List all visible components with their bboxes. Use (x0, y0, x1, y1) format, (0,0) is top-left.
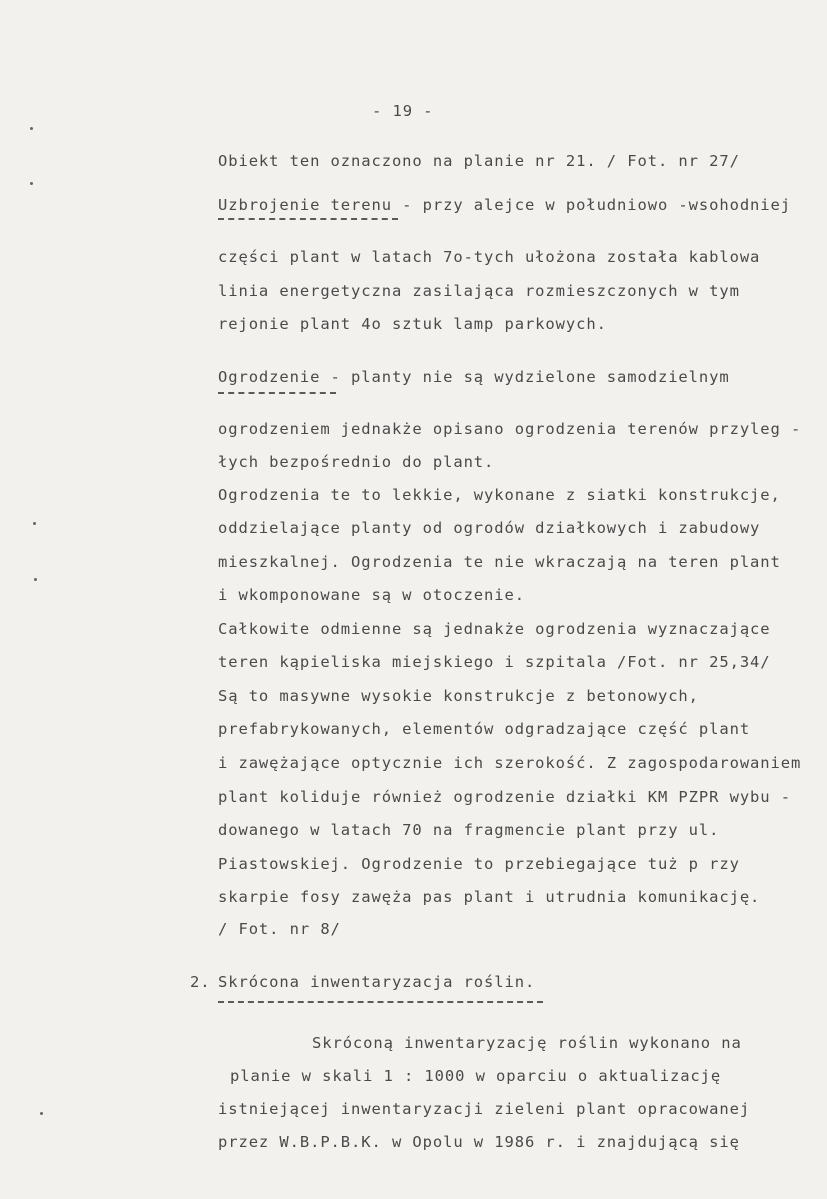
text-line: / Fot. nr 8/ (218, 920, 341, 938)
text-line: części plant w latach 7o-tych ułożona została kablowa (218, 248, 761, 266)
text-line: oddzielające planty od ogrodów działkowych i zabudowy (218, 519, 761, 537)
underline-uzbrojenie (218, 218, 398, 220)
text-line: linia energetyczna zasilająca rozmieszczonych w tym (218, 282, 740, 300)
text-line: mieszkalnej. Ogrodzenia te nie wkraczają na teren plant (218, 553, 781, 571)
text-line: Ogrodzenia te to lekkie, wykonane z siatki konstrukcje, (218, 486, 781, 504)
margin-dot (34, 578, 37, 581)
text-line: dowanego w latach 70 na fragmencie plant przy ul. (218, 821, 720, 839)
text-line: Są to masywne wysokie konstrukcje z betonowych, (218, 687, 699, 705)
text-line: Ogrodzenie - planty nie są wydzielone samodzielnym (218, 368, 730, 386)
text-line: ogrodzeniem jednakże opisano ogrodzenia terenów przyleg - (218, 420, 802, 438)
text-line: prefabrykowanych, elementów odgradzające część plant (218, 720, 751, 738)
margin-dot (30, 127, 33, 130)
text-line: i zawężające optycznie ich szerokość. Z zagospodarowaniem (218, 754, 802, 772)
margin-dot (33, 522, 36, 525)
text-line: Obiekt ten oznaczono na planie nr 21. / Fot. nr 27/ (218, 152, 740, 170)
text-line: istniejącej inwentaryzacji zieleni plant opracowanej (218, 1100, 751, 1118)
section-title: Skrócona inwentaryzacja roślin. (218, 973, 536, 991)
margin-dot (30, 182, 33, 185)
text-line: Uzbrojenie terenu - przy alejce w południowo -wsohodniej (218, 196, 791, 214)
underline-ogrodzenie (218, 392, 336, 394)
text-line: teren kąpieliska miejskiego i szpitala /Fot. nr 25,34/ (218, 653, 771, 671)
text-line: plant koliduje również ogrodzenie działki KM PZPR wybu - (218, 788, 791, 806)
text-line: skarpie fosy zawęża pas plant i utrudnia komunikację. (218, 888, 761, 906)
text-line: Całkowite odmienne są jednakże ogrodzenia wyznaczające (218, 620, 771, 638)
text-line: Skróconą inwentaryzację roślin wykonano na (312, 1034, 742, 1052)
text-line: rejonie plant 4o sztuk lamp parkowych. (218, 315, 607, 333)
page-number: - 19 - (372, 102, 434, 120)
text-line: przez W.B.P.B.K. w Opolu w 1986 r. i znajdującą się (218, 1133, 740, 1151)
margin-dot (40, 1112, 43, 1115)
text-line: Piastowskiej. Ogrodzenie to przebiegające tuż p rzy (218, 855, 740, 873)
text-line: łych bezpośrednio do plant. (218, 453, 495, 471)
section-number: 2. (190, 973, 211, 991)
underline-section-title (218, 1001, 543, 1003)
text-line: planie w skali 1 : 1000 w oparciu o aktualizację (230, 1067, 722, 1085)
text-line: i wkomponowane są w otoczenie. (218, 586, 525, 604)
